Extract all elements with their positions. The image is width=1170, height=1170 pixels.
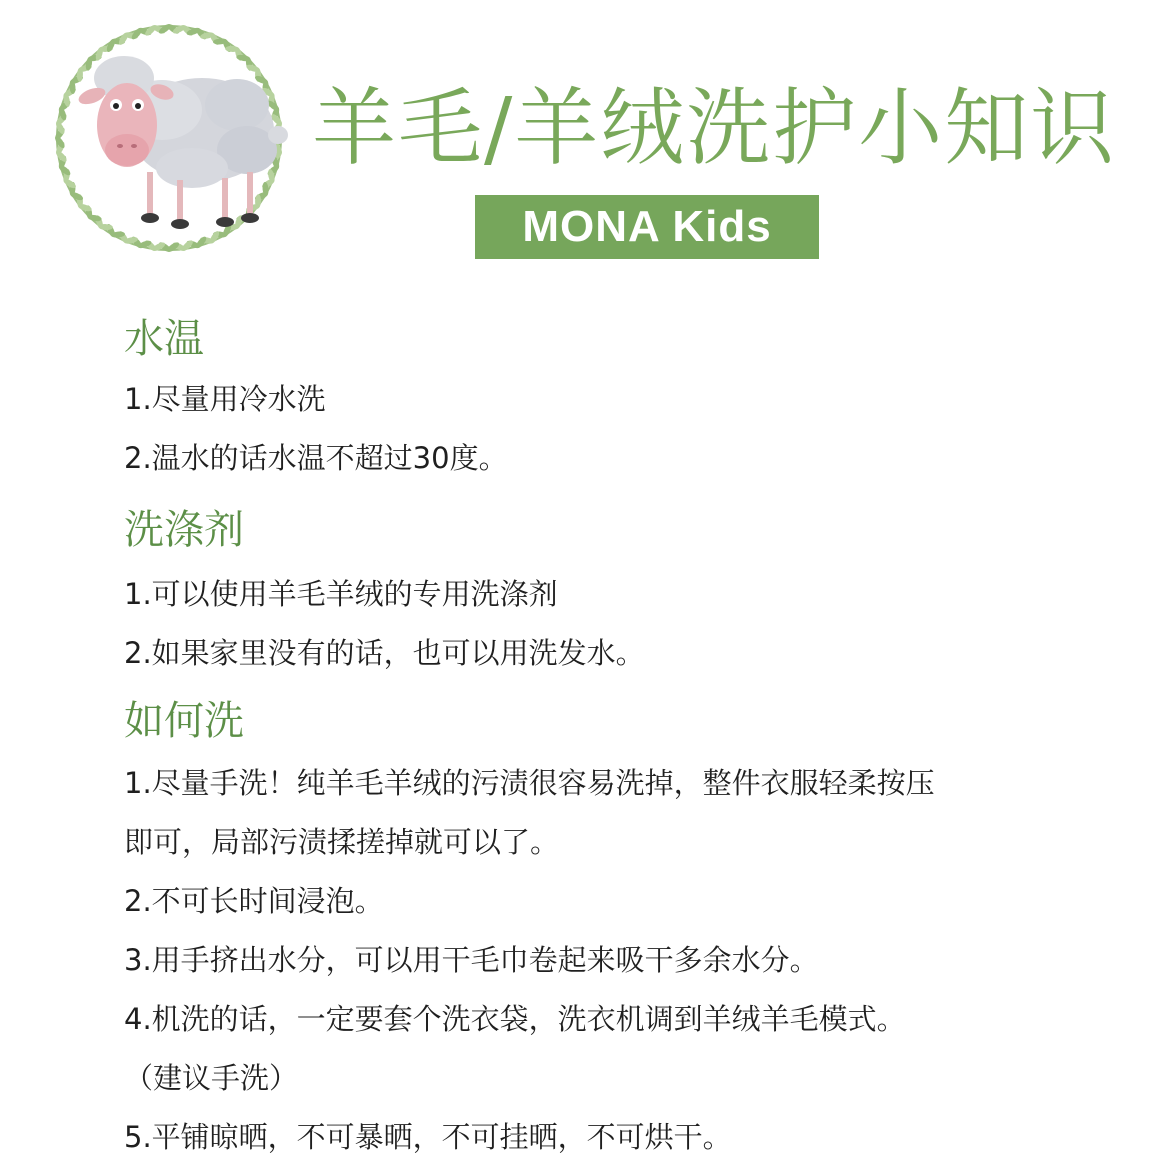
list-item: 5.平铺晾晒，不可暴晒，不可挂晒，不可烘干。	[124, 1120, 732, 1154]
sheep-in-leaf-wreath-icon	[32, 0, 307, 275]
section-heading-water-temperature: 水温	[124, 316, 204, 362]
list-item: 2.不可长时间浸泡。	[124, 884, 384, 918]
brand-badge: MONA Kids	[475, 195, 819, 259]
section-heading-how-to-wash: 如何洗	[124, 698, 244, 744]
list-item: 4.机洗的话，一定要套个洗衣袋，洗衣机调到羊绒羊毛模式。	[124, 1002, 906, 1036]
list-item: 1.尽量手洗！纯羊毛羊绒的污渍很容易洗掉，整件衣服轻柔按压	[124, 766, 935, 800]
section-heading-detergent: 洗涤剂	[124, 507, 244, 553]
list-item: 1.可以使用羊毛羊绒的专用洗涤剂	[124, 577, 558, 611]
list-item: 2.如果家里没有的话，也可以用洗发水。	[124, 636, 645, 670]
content	[124, 308, 1124, 1167]
list-item: 3.用手挤出水分，可以用干毛巾卷起来吸干多余水分。	[124, 943, 819, 977]
page-title: 羊毛/羊绒洗护小知识	[312, 79, 1117, 177]
list-item: 即可，局部污渍揉搓掉就可以了。	[124, 825, 560, 859]
list-item: 1.尽量用冷水洗	[124, 382, 326, 416]
list-item: （建议手洗）	[124, 1061, 299, 1095]
list-item: 2.温水的话水温不超过30度。	[124, 441, 508, 475]
